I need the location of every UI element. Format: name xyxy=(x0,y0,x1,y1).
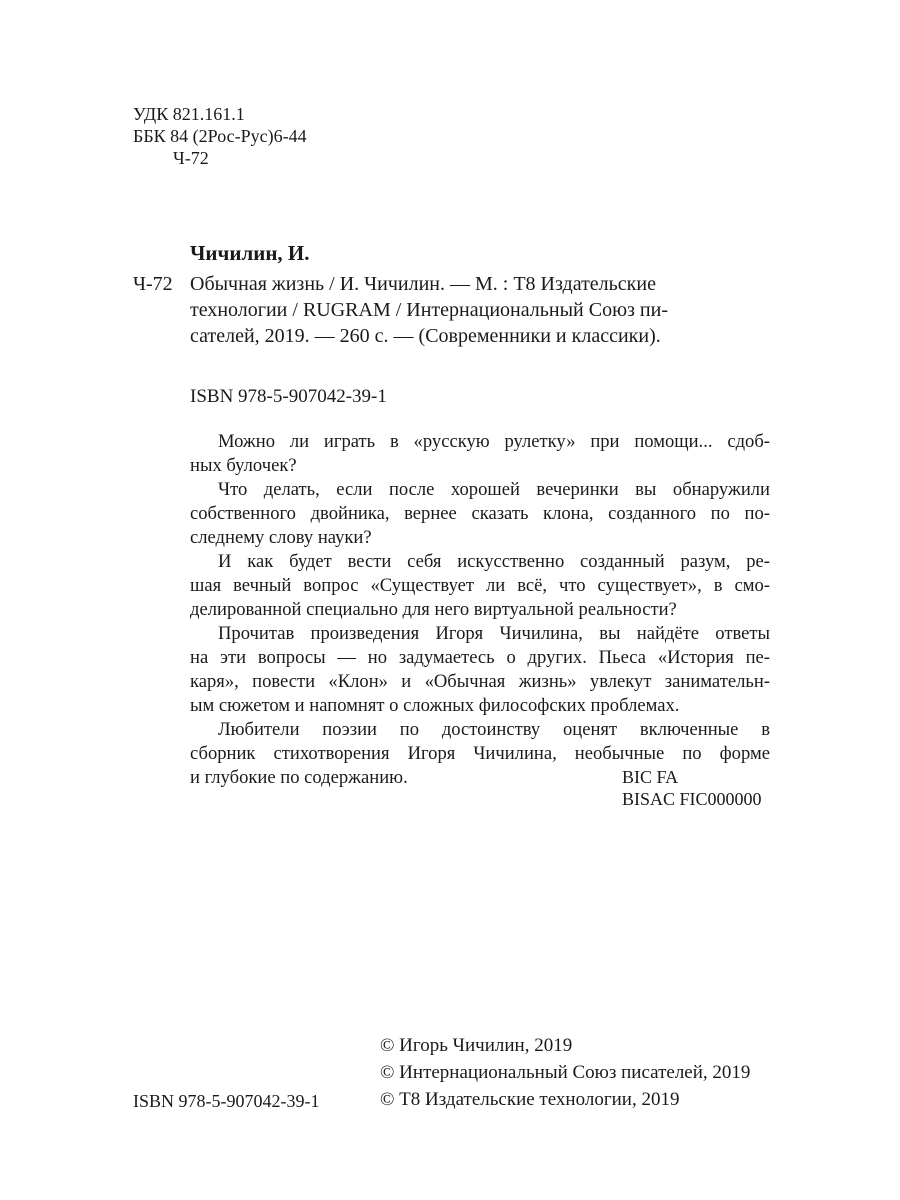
bic-code: BIC FA xyxy=(622,767,679,787)
biblio-line: Обычная жизнь / И. Чичилин. — М. : Т8 Издательские xyxy=(190,273,656,295)
abstract-line: ных булочек? xyxy=(190,455,297,476)
abstract-line: Что делать, если после хорошей вечеринки вы обнаружили xyxy=(218,479,770,500)
copyright-block xyxy=(380,1034,750,1115)
author-mark: Ч-72 xyxy=(173,148,209,168)
abstract-line: Любители поэзии по достоинству оценят включенные в xyxy=(218,719,770,740)
abstract-line: Прочитав произведения Игоря Чичилина, вы найдёте ответы xyxy=(218,623,770,644)
subject-codes xyxy=(622,766,762,810)
shelf-mark: Ч-72 xyxy=(133,273,173,295)
abstract-line: шая вечный вопрос «Существует ли всё, что существует», в смо- xyxy=(190,575,770,596)
abstract xyxy=(190,430,770,790)
abstract-line: собственного двойника, вернее сказать клона, созданного по по- xyxy=(190,503,770,524)
abstract-line: И как будет вести себя искусственно созданный разум, ре- xyxy=(218,551,770,572)
abstract-line: делированной специально для него виртуальной реальности? xyxy=(190,599,677,620)
abstract-line: на эти вопросы — но задумаетесь о других. Пьеса «История пе- xyxy=(190,647,770,668)
copyright-line: © Т8 Издательские технологии, 2019 xyxy=(380,1089,680,1110)
author-heading: Чичилин, И. xyxy=(190,241,310,265)
abstract-line: каря», повести «Клон» и «Обычная жизнь» увлекут занимательн- xyxy=(190,671,770,692)
bibliographic-description xyxy=(190,271,668,349)
abstract-line: сборник стихотворения Игоря Чичилина, необычные по форме xyxy=(190,743,770,764)
copyright-line: © Интернациональный Союз писателей, 2019 xyxy=(380,1062,751,1083)
abstract-line: Можно ли играть в «русскую рулетку» при помощи... сдоб- xyxy=(218,431,770,452)
biblio-line: сателей, 2019. — 260 с. — (Современники и классики). xyxy=(190,325,661,347)
udk-code: УДК 821.161.1 xyxy=(133,104,245,124)
copyright-line: © Игорь Чичилин, 2019 xyxy=(380,1035,573,1056)
abstract-line: ым сюжетом и напомнят о сложных философских проблемах. xyxy=(190,695,680,716)
abstract-line: следнему слову науки? xyxy=(190,527,372,548)
isbn: ISBN 978-5-907042-39-1 xyxy=(190,386,387,407)
abstract-line: и глубокие по содержанию. xyxy=(190,767,408,788)
footer-isbn: ISBN 978-5-907042-39-1 xyxy=(133,1091,320,1111)
bbk-code: ББК 84 (2Рос-Рус)6-44 xyxy=(133,126,307,146)
biblio-line: технологии / RUGRAM / Интернациональный Союз пи- xyxy=(190,299,668,321)
bisac-code: BISAC FIC000000 xyxy=(622,789,762,809)
classification-block xyxy=(133,103,307,169)
